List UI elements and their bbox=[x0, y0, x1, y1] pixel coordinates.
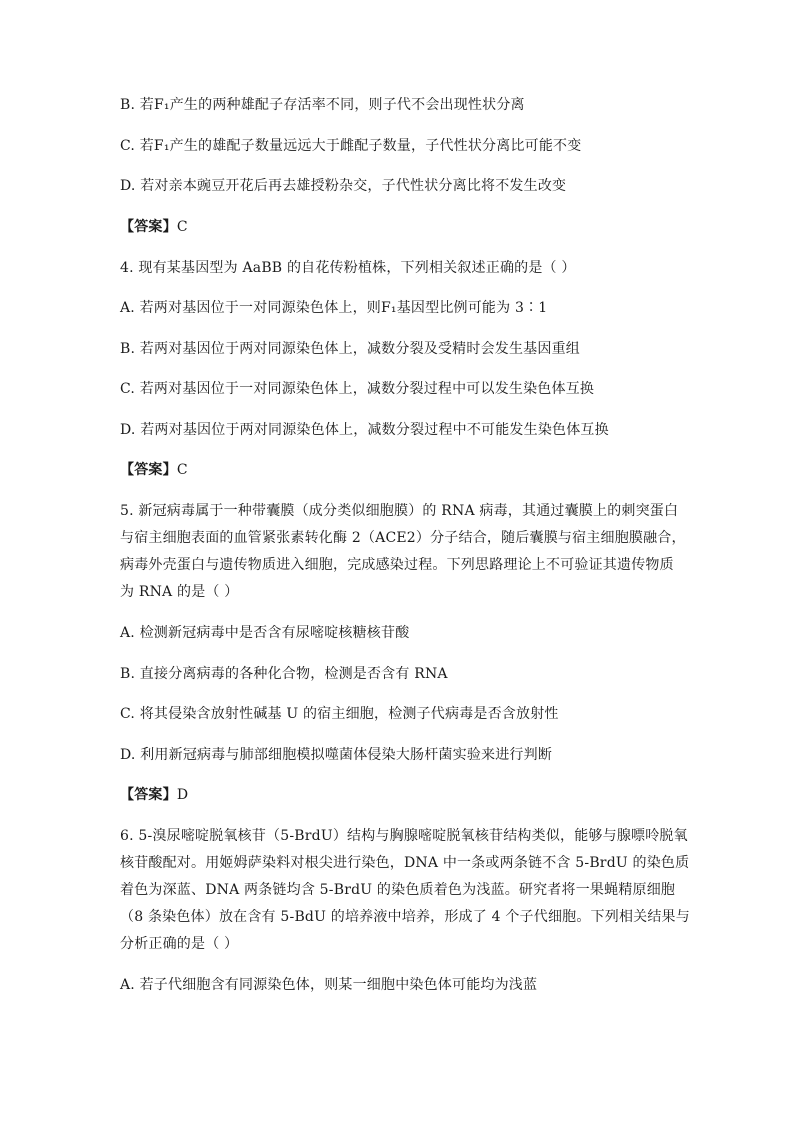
q5-option-a: A. 检测新冠病毒中是否含有尿嘧啶核糖核苷酸 bbox=[120, 625, 410, 641]
q5-stem-line: 病毒外壳蛋白与遗传物质进入细胞，完成感染过程。下列思路理论上不可验证其遗传物质 bbox=[120, 557, 674, 573]
q6-stem-line: （8 条染色体）放在含有 5-BdU 的培养液中培养，形成了 4 个子代细胞。下列相关结果与 bbox=[120, 909, 690, 925]
q4-option-c: C. 若两对基因位于一对同源染色体上，减数分裂过程中可以发生染色体互换 bbox=[120, 381, 595, 397]
q6-option-a: A. 若子代细胞含有同源染色体，则某一细胞中染色体可能均为浅蓝 bbox=[120, 977, 538, 993]
q5-answer bbox=[120, 785, 188, 805]
q5-stem-line: 为 RNA 的是（ ） bbox=[120, 584, 239, 600]
q3-option-b: B. 若F₁产生的两种雄配子存活率不同，则子代不会出现性状分离 bbox=[120, 97, 525, 113]
answer-value: C bbox=[176, 462, 188, 478]
answer-label: 【答案】 bbox=[120, 219, 177, 235]
q4-option-b: B. 若两对基因位于两对同源染色体上，减数分裂及受精时会发生基因重组 bbox=[120, 341, 580, 357]
q3-option-d: D. 若对亲本豌豆开花后再去雄授粉杂交，子代性状分离比将不发生改变 bbox=[120, 178, 567, 194]
answer-label: 【答案】 bbox=[120, 462, 177, 478]
q5-stem-line: 与宿主细胞表面的血管紧张素转化酶 2（ACE2）分子结合，随后囊膜与宿主细胞膜融合， bbox=[120, 530, 686, 546]
q6-stem-line: 6. 5-溴尿嘧啶脱氧核苷（5-BrdU）结构与胸腺嘧啶脱氧核苷结构类似，能够与腺嘌呤脱氧 bbox=[120, 828, 688, 844]
q3-answer bbox=[120, 217, 188, 237]
q5-stem-line: 5. 新冠病毒属于一种带囊膜（成分类似细胞膜）的 RNA 病毒，其通过囊膜上的刺突蛋白 bbox=[120, 503, 679, 519]
q4-answer bbox=[120, 460, 188, 480]
answer-value: C bbox=[176, 219, 188, 235]
q5-option-b: B. 直接分离病毒的各种化合物，检测是否含有 RNA bbox=[120, 666, 448, 682]
q4-option-a: A. 若两对基因位于一对同源染色体上，则F₁基因型比例可能为 3∶1 bbox=[120, 300, 548, 316]
q4-stem: 4. 现有某基因型为 AaBB 的自花传粉植株，下列相关叙述正确的是（ ） bbox=[120, 260, 576, 276]
q5-option-c: C. 将其侵染含放射性碱基 U 的宿主细胞，检测子代病毒是否含放射性 bbox=[120, 706, 559, 722]
answer-label: 【答案】 bbox=[120, 787, 177, 803]
q6-stem-line: 着色为深蓝、DNA 两条链均含 5-BrdU 的染色质着色为浅蓝。研究者将一果蝇精原细胞 bbox=[120, 882, 676, 898]
q3-option-c: C. 若F₁产生的雄配子数量远远大于雌配子数量，子代性状分离比可能不变 bbox=[120, 138, 582, 154]
q5-option-d: D. 利用新冠病毒与肺部细胞模拟噬菌体侵染大肠杆菌实验来进行判断 bbox=[120, 747, 553, 763]
q6-stem-line: 核苷酸配对。用姬姆萨染料对根尖进行染色，DNA 中一条或两条链不含 5-BrdU 的染色质 bbox=[120, 855, 690, 871]
q6-stem-line: 分析正确的是（ ） bbox=[120, 936, 239, 952]
answer-value: D bbox=[176, 787, 189, 803]
q4-option-d: D. 若两对基因位于两对同源染色体上，减数分裂过程中不可能发生染色体互换 bbox=[120, 422, 609, 438]
